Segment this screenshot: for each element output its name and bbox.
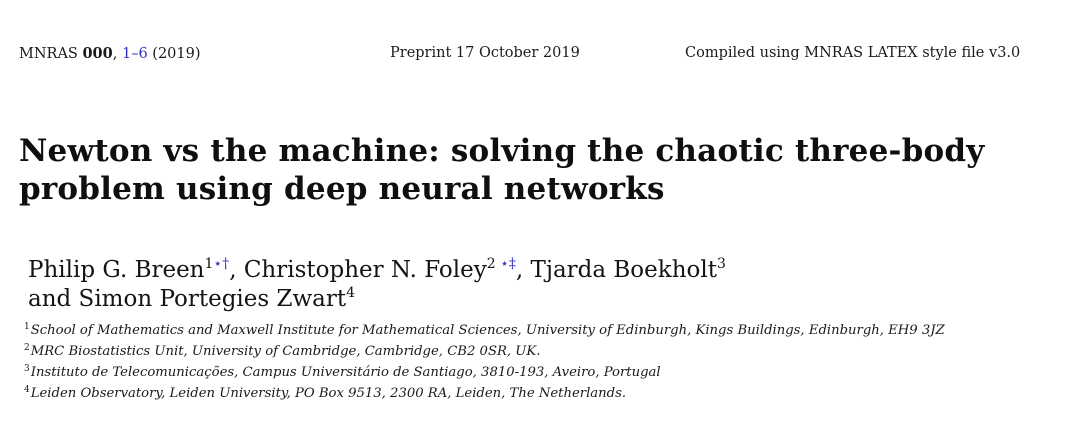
author-affil-sup: 3 (716, 256, 726, 272)
preprint-date: Preprint 17 October 2019 (390, 45, 580, 61)
affiliation-text: MRC Biostatistics Unit, University of Cambridge, Cambridge, CB2 0SR, UK. (30, 344, 541, 359)
affiliation-text: Leiden Observatory, Leiden University, PO Box 9513, 2300 RA, Leiden, The Netherlands. (30, 386, 627, 401)
affiliation-number: 2 (24, 343, 30, 353)
title-line-1: Newton vs the machine: solving the chaotic three-body (19, 133, 985, 169)
affiliation-item (24, 362, 1074, 383)
author-name: Christopher N. Foley (243, 257, 487, 283)
journal-volume: 000 (82, 45, 113, 62)
author-name: Tjarda Boekholt (530, 257, 717, 283)
author-line-2 (28, 285, 1028, 314)
title-line-2: problem using deep neural networks (19, 171, 665, 207)
affiliation-list (24, 320, 1074, 404)
author-separator: , (229, 257, 244, 283)
author-line-1 (28, 256, 1028, 285)
affiliation-item (24, 341, 1074, 362)
citation-separator: , (112, 46, 122, 62)
author-affil-sup: 1 (204, 256, 214, 272)
author-name: and Simon Portegies Zwart (28, 286, 347, 312)
journal-year: (2019) (147, 46, 201, 62)
author-affil-sup: 4 (346, 285, 356, 301)
paper-title (19, 132, 1019, 208)
affiliation-number: 3 (24, 364, 30, 374)
author-footnote-link[interactable]: ⋆‡ (495, 256, 516, 272)
author-affil-sup: 2 (486, 256, 496, 272)
affiliation-text: Instituto de Telecomunicações, Campus Universitário de Santiago, 3810-193, Aveiro, Portugal (30, 365, 661, 380)
author-name: Philip G. Breen (28, 257, 205, 283)
journal-citation (19, 45, 201, 62)
page-range-link[interactable]: 1–6 (121, 46, 148, 62)
affiliation-text: School of Mathematics and Maxwell Institute for Mathematical Sciences, University of Edinburgh, Kings Buildings, Edinburgh, EH9 3JZ (30, 323, 945, 338)
affiliation-item (24, 383, 1074, 404)
journal-name: MNRAS (19, 46, 78, 62)
author-footnote-link[interactable]: ⋆† (213, 256, 230, 272)
affiliation-item (24, 320, 1074, 341)
author-separator: , (515, 257, 531, 283)
affiliation-number: 1 (24, 322, 30, 332)
author-list (28, 256, 1028, 314)
compiled-note: Compiled using MNRAS LATEX style file v3.0 (685, 45, 1021, 61)
affiliation-number: 4 (24, 385, 30, 395)
